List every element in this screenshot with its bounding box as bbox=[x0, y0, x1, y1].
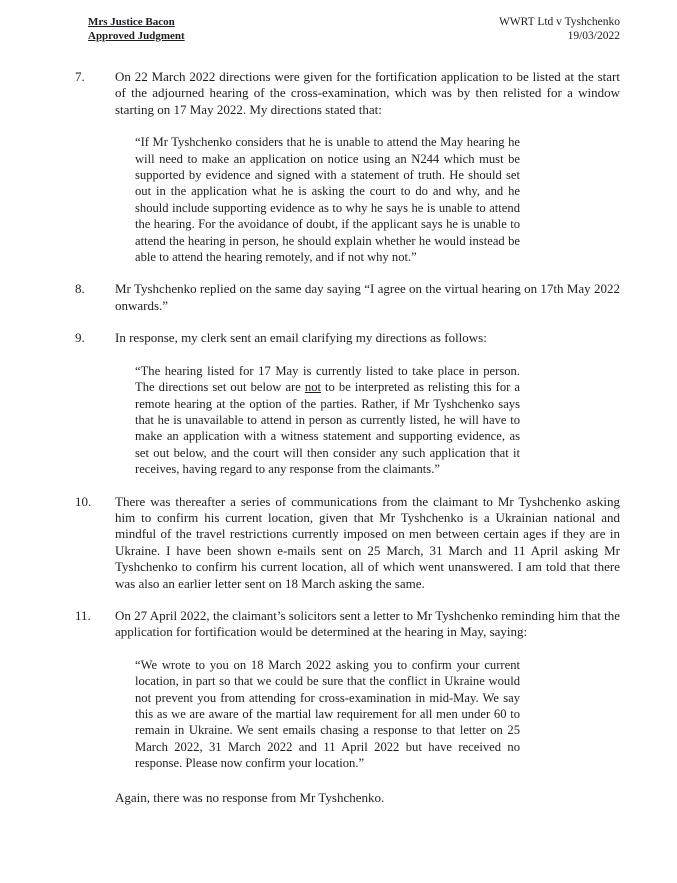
case-name: WWRT Ltd v Tyshchenko bbox=[498, 16, 620, 28]
quote-clerk-email-after: to be interpreted as relisting this for a remote hearing at the option of the parties. Rather, if Mr Tyshchenko says that he is unavailable to attend in person as currently listed, he will have to make an application with a witness statement and supporting evidence, as set out below, and the court will then consider any such application that it receives, having regard to any response from the claimants.” bbox=[135, 380, 520, 477]
paragraph-8-number: 8. bbox=[75, 281, 85, 297]
paragraph-7-text: On 22 March 2022 directions were given for the fortification application to be listed at the start of the adjourned hearing of the cross-examination, which was by then relisted for a window starting on 17 May 2022. My directions stated that: bbox=[115, 69, 620, 117]
paragraph-11-text: On 27 April 2022, the claimant’s solicitors sent a letter to Mr Tyshchenko reminding him that the application for fortification would be determined at the hearing in May, saying: bbox=[115, 607, 620, 640]
paragraph-10 bbox=[75, 493, 620, 592]
quote-clerk-email-underlined-word: not bbox=[304, 380, 321, 395]
paragraph-10-number: 10. bbox=[75, 493, 92, 509]
paragraph-7 bbox=[75, 69, 620, 118]
quote-solicitors-letter: “We wrote to you on 18 March 2022 asking you to confirm your current location, in part so that we could be sure that the conflict in Ukraine would not prevent you from attending for cross-examination in mid-May. We say this as we are aware of the martial law requirement for all men under 60 to remain in Ukraine. We sent emails chasing a response to that letter on 25 March 2022, 31 March 2022 and 11 April 2022 but have received no response. Please now confirm your location.” bbox=[135, 657, 520, 771]
paragraph-11-number: 11. bbox=[75, 607, 91, 623]
quote-clerk-email bbox=[135, 363, 520, 478]
paragraph-9 bbox=[75, 330, 620, 346]
judge-name: Mrs Justice Bacon bbox=[88, 16, 175, 28]
paragraph-7-number: 7. bbox=[75, 69, 85, 84]
closing-sentence bbox=[115, 790, 620, 806]
judge-header-block bbox=[88, 16, 185, 43]
judgment-type-label: Approved Judgment bbox=[88, 29, 185, 42]
case-header-block bbox=[499, 16, 620, 43]
paragraph-10-text: There was thereafter a series of communications from the claimant to Mr Tyshchenko asking him to confirm his current location, given that Mr Tyshchenko is a Ukrainian national and mindful of the travel restrictions currently imposed on men between certain ages if they are in Ukraine. I have been shown e-mails sent on 25 March, 31 March and 11 April asking Mr Tyshchenko to confirm his current location, all of which went unanswered. I am told that there was also an earlier letter sent on 18 March asking the same. bbox=[115, 493, 620, 591]
judgment-body bbox=[75, 69, 620, 806]
quote-clerk-email-before: “The hearing listed for 17 May is currently listed to take place in person. The directions set out below are bbox=[135, 363, 520, 395]
closing-text: Again, there was no response from Mr Tyshchenko. bbox=[115, 789, 385, 805]
paragraph-8 bbox=[75, 281, 620, 314]
quote-directions: “If Mr Tyshchenko considers that he is unable to attend the May hearing he will need to make an application on notice using an N244 which must be supported by evidence and signed with a statement of truth. He should set out in the application what he is asking the court to do and why, and he should include supporting evidence as to why he says he is unable to attend the hearing. For the avoidance of doubt, if the applicant says he is unable to attend the hearing in person, he should explain whether he would instead be able to attend the hearing remotely, and if not why not.” bbox=[135, 135, 520, 265]
page-header bbox=[0, 0, 677, 43]
judgment-date: 19/03/2022 bbox=[567, 29, 620, 42]
paragraph-9-text: In response, my clerk sent an email clarifying my directions as follows: bbox=[115, 330, 487, 346]
paragraph-11 bbox=[75, 607, 620, 641]
paragraph-9-number: 9. bbox=[75, 330, 85, 346]
paragraph-8-text: Mr Tyshchenko replied on the same day saying “I agree on the virtual hearing on 17th May 2022 onwards.” bbox=[115, 281, 620, 313]
